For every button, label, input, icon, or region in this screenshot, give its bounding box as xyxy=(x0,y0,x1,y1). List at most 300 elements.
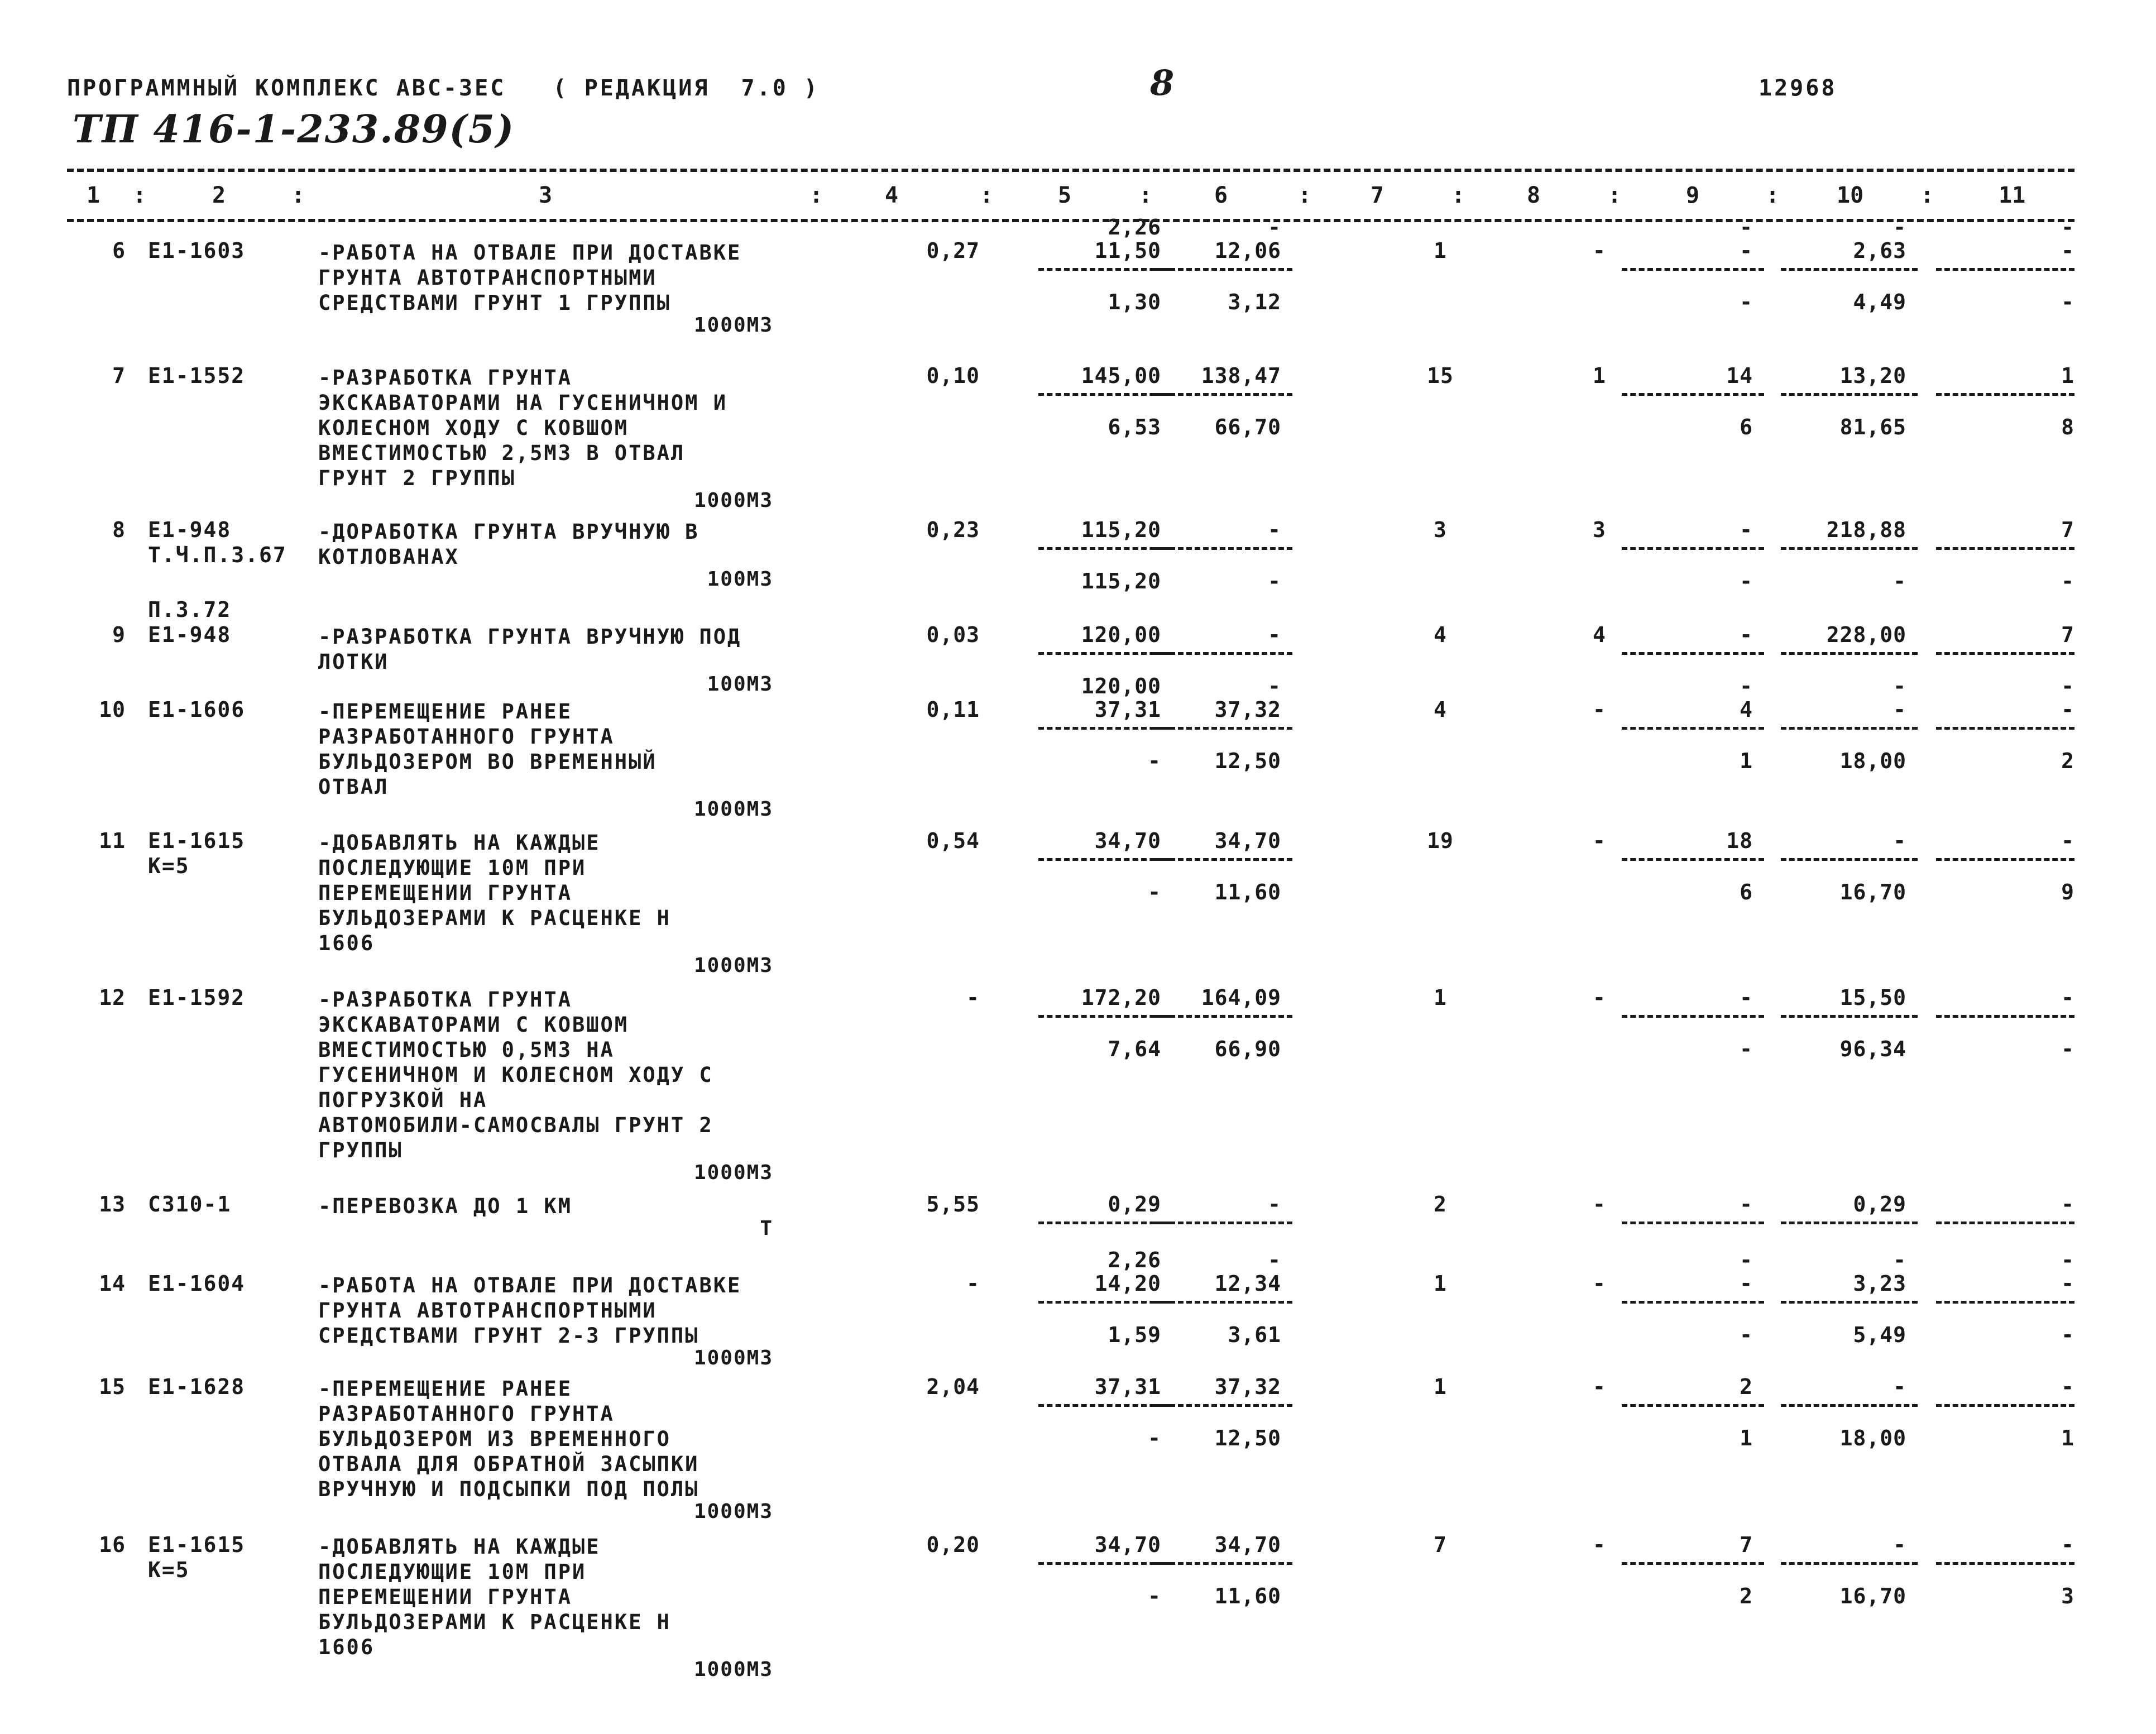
col10-lower-value: - xyxy=(1893,569,1906,593)
col8-value: 4 xyxy=(1593,622,1606,647)
value-divider-line xyxy=(1153,393,1292,396)
column-header-4: 4 xyxy=(885,183,899,208)
col11-value: - xyxy=(2061,697,2074,722)
col8-value: - xyxy=(1593,238,1606,263)
unit-of-measure: 1000М3 xyxy=(693,954,773,977)
work-description: ПОСЛЕДУЮЩИЕ 10М ПРИ xyxy=(318,1560,587,1584)
col10-lower-value: 16,70 xyxy=(1839,880,1906,904)
value-divider-line xyxy=(1781,727,1918,730)
value-divider-line xyxy=(1153,1015,1292,1018)
work-description: ПОСЛЕДУЮЩИЕ 10М ПРИ xyxy=(318,856,587,880)
col6-lower-value: 12,50 xyxy=(1214,749,1281,773)
col9-value: - xyxy=(1740,238,1753,263)
col11-value: 7 xyxy=(2061,622,2074,647)
col10-lower-value: 96,34 xyxy=(1839,1037,1906,1061)
col6-upper-value: - xyxy=(1268,215,1281,239)
row-number: 11 xyxy=(99,828,126,853)
col6-lower-value: - xyxy=(1268,569,1281,593)
value-divider-line xyxy=(1153,858,1292,861)
col6-lower-value: 66,90 xyxy=(1214,1037,1281,1061)
value-divider-line xyxy=(1038,1015,1172,1018)
col10-lower-value: 16,70 xyxy=(1839,1584,1906,1608)
col11-value: - xyxy=(2061,238,2074,263)
work-description: ГРУНТА АВТОТРАНСПОРТНЫМИ xyxy=(318,266,657,290)
value-divider-line xyxy=(1622,858,1764,861)
quantity-cell: 0,11 xyxy=(926,697,980,722)
value-divider-line xyxy=(1622,1404,1764,1407)
col9-lower-value: - xyxy=(1740,290,1753,314)
handwritten-reference: ТП 416-1-233.89(5) xyxy=(73,107,515,152)
col11-upper-value: - xyxy=(2061,215,2074,239)
value-divider-line xyxy=(1781,1562,1918,1565)
column-separator: : xyxy=(980,183,994,208)
value-divider-line xyxy=(1622,1015,1764,1018)
column-header-9: 9 xyxy=(1686,183,1700,208)
table-top-rule xyxy=(67,169,2074,172)
col7-value: 3 xyxy=(1434,518,1447,542)
work-description: КОТЛОВАНАХ xyxy=(318,545,459,569)
col10-value: 3,23 xyxy=(1853,1271,1906,1296)
col6-value: - xyxy=(1268,622,1281,647)
value-divider-line xyxy=(1622,1562,1764,1565)
column-header-8: 8 xyxy=(1527,183,1541,208)
col6-upper-value: - xyxy=(1268,1248,1281,1272)
value-divider-line xyxy=(1038,1562,1172,1565)
work-description: -ПЕРЕВОЗКА ДО 1 КМ xyxy=(318,1194,572,1218)
row-number: 16 xyxy=(99,1532,126,1557)
col10-value: 15,50 xyxy=(1839,985,1906,1010)
col8-value: - xyxy=(1593,1271,1606,1296)
quantity-cell: 0,54 xyxy=(926,828,980,853)
quantity-cell: - xyxy=(966,985,980,1010)
col8-value: - xyxy=(1593,1192,1606,1216)
row-number: 15 xyxy=(99,1374,126,1399)
col7-value: 2 xyxy=(1434,1192,1447,1216)
column-header-5: 5 xyxy=(1058,183,1072,208)
col7-value: 4 xyxy=(1434,697,1447,722)
work-description: РАЗРАБОТАННОГО ГРУНТА xyxy=(318,1402,615,1426)
col11-lower-value: - xyxy=(2061,569,2074,593)
col10-value: 0,29 xyxy=(1853,1192,1906,1216)
value-divider-line xyxy=(1781,652,1918,655)
value-divider-line xyxy=(1153,1404,1292,1407)
col9-value: - xyxy=(1740,985,1753,1010)
work-description: ГУСЕНИЧНОМ И КОЛЕСНОМ ХОДУ С xyxy=(318,1063,713,1087)
work-description: ПЕРЕМЕЩЕНИИ ГРУНТА xyxy=(318,1585,572,1609)
col10-upper-value: - xyxy=(1893,215,1906,239)
work-description: КОЛЕСНОМ ХОДУ С КОВШОМ xyxy=(318,416,629,440)
col6-value: 37,32 xyxy=(1214,697,1281,722)
col5-value: 14,20 xyxy=(1094,1271,1161,1296)
col10-lower-value: 81,65 xyxy=(1839,415,1906,439)
unit-of-measure: 1000М3 xyxy=(693,1347,773,1369)
work-description: БУЛЬДОЗЕРАМИ К РАСЦЕНКЕ Н xyxy=(318,1610,671,1634)
work-description: -ДОРАБОТКА ГРУНТА ВРУЧНУЮ В xyxy=(318,520,699,544)
col11-upper-value: - xyxy=(2061,1248,2074,1272)
work-description: РАЗРАБОТАННОГО ГРУНТА xyxy=(318,725,615,749)
rate-code: Е1-1615 xyxy=(148,1532,246,1557)
value-divider-line xyxy=(1153,652,1292,655)
col10-lower-value: 5,49 xyxy=(1853,1323,1906,1347)
col11-lower-value: 9 xyxy=(2061,880,2074,904)
value-divider-line xyxy=(1622,1222,1764,1224)
quantity-cell: 0,03 xyxy=(926,622,980,647)
col10-value: 228,00 xyxy=(1826,622,1906,647)
value-divider-line xyxy=(1936,547,2074,550)
col8-value: - xyxy=(1593,1374,1606,1399)
col5-value: 172,20 xyxy=(1081,985,1161,1010)
work-description: -ПЕРЕМЕЩЕНИЕ РАНЕЕ xyxy=(318,1377,572,1401)
value-divider-line xyxy=(1038,268,1172,271)
col7-value: 1 xyxy=(1434,238,1447,263)
col9-value: 7 xyxy=(1740,1532,1753,1557)
col10-upper-value: - xyxy=(1893,1248,1906,1272)
value-divider-line xyxy=(1781,268,1918,271)
column-separator: : xyxy=(1451,183,1465,208)
unit-of-measure: 100М3 xyxy=(707,673,773,696)
col9-value: 2 xyxy=(1740,1374,1753,1399)
work-description: ГРУНТА АВТОТРАНСПОРТНЫМИ xyxy=(318,1299,657,1323)
work-description: ЭКСКАВАТОРАМИ НА ГУСЕНИЧНОМ И xyxy=(318,391,728,415)
col10-value: 218,88 xyxy=(1826,518,1906,542)
column-header-3: 3 xyxy=(539,183,553,208)
col7-value: 15 xyxy=(1427,363,1454,388)
col10-value: 13,20 xyxy=(1839,363,1906,388)
work-description: ЭКСКАВАТОРАМИ С КОВШОМ xyxy=(318,1013,629,1037)
col11-lower-value: 8 xyxy=(2061,415,2074,439)
col11-value: - xyxy=(2061,1271,2074,1296)
col5-lower-value: - xyxy=(1148,1426,1161,1450)
column-separator: : xyxy=(1920,183,1934,208)
work-description: БУЛЬДОЗЕРОМ ВО ВРЕМЕННЫЙ xyxy=(318,750,657,774)
column-separator: : xyxy=(1608,183,1622,208)
column-separator: : xyxy=(809,183,823,208)
col9-value: - xyxy=(1740,1192,1753,1216)
quantity-cell: 0,20 xyxy=(926,1532,980,1557)
work-description: ВРУЧНУЮ И ПОДСЫПКИ ПОД ПОЛЫ xyxy=(318,1477,699,1501)
col6-value: 34,70 xyxy=(1214,828,1281,853)
work-description: СРЕДСТВАМИ ГРУНТ 1 ГРУППЫ xyxy=(318,291,671,315)
col9-value: 14 xyxy=(1726,363,1753,388)
col9-lower-value: 1 xyxy=(1740,749,1753,773)
col11-value: - xyxy=(2061,985,2074,1010)
rate-code: Е1-948 xyxy=(148,518,232,542)
col11-lower-value: - xyxy=(2061,290,2074,314)
value-divider-line xyxy=(1936,1301,2074,1304)
col7-value: 1 xyxy=(1434,1374,1447,1399)
col9-lower-value: - xyxy=(1740,1323,1753,1347)
col5-upper-value: 2,26 xyxy=(1108,215,1161,239)
col9-lower-value: - xyxy=(1740,1037,1753,1061)
quantity-cell: 5,55 xyxy=(926,1192,980,1216)
value-divider-line xyxy=(1153,268,1292,271)
col11-lower-value: - xyxy=(2061,1323,2074,1347)
col11-lower-value: 3 xyxy=(2061,1584,2074,1608)
col10-value: - xyxy=(1893,828,1906,853)
rate-code: Е1-1615 xyxy=(148,828,246,853)
document-code: 12968 xyxy=(1759,75,1837,101)
col6-value: 12,34 xyxy=(1214,1271,1281,1296)
col9-value: - xyxy=(1740,622,1753,647)
col8-value: - xyxy=(1593,697,1606,722)
rate-code: Е1-948 xyxy=(148,622,232,647)
col9-lower-value: 6 xyxy=(1740,415,1753,439)
column-header-11: 11 xyxy=(1999,183,2026,208)
row-number: 8 xyxy=(112,518,126,542)
work-description: -ДОБАВЛЯТЬ НА КАЖДЫЕ xyxy=(318,831,601,855)
rate-code: Е1-1592 xyxy=(148,985,246,1010)
col6-lower-value: - xyxy=(1268,674,1281,698)
value-divider-line xyxy=(1936,858,2074,861)
rate-code: К=5 xyxy=(148,854,190,878)
work-description: ВМЕСТИМОСТЬЮ 0,5М3 НА xyxy=(318,1038,615,1062)
value-divider-line xyxy=(1781,547,1918,550)
unit-of-measure: 1000М3 xyxy=(693,1161,773,1184)
col6-lower-value: 11,60 xyxy=(1214,1584,1281,1608)
work-description: ОТВАЛА ДЛЯ ОБРАТНОЙ ЗАСЫПКИ xyxy=(318,1452,699,1476)
value-divider-line xyxy=(1153,1562,1292,1565)
col9-lower-value: 6 xyxy=(1740,880,1753,904)
rate-code: Е1-1604 xyxy=(148,1271,246,1296)
col10-value: - xyxy=(1893,1374,1906,1399)
work-description: -ПЕРЕМЕЩЕНИЕ РАНЕЕ xyxy=(318,700,572,724)
col6-value: - xyxy=(1268,1192,1281,1216)
row-number: 9 xyxy=(112,622,126,647)
value-divider-line xyxy=(1622,1301,1764,1304)
work-description: СРЕДСТВАМИ ГРУНТ 2-3 ГРУППЫ xyxy=(318,1324,699,1348)
rate-code: Е1-1603 xyxy=(148,238,246,263)
col8-value: 1 xyxy=(1593,363,1606,388)
col7-value: 1 xyxy=(1434,985,1447,1010)
col9-value: 4 xyxy=(1740,697,1753,722)
quantity-cell: 0,23 xyxy=(926,518,980,542)
col8-value: - xyxy=(1593,985,1606,1010)
rate-code: С310-1 xyxy=(148,1192,232,1216)
col9-lower-value: - xyxy=(1740,569,1753,593)
value-divider-line xyxy=(1936,393,2074,396)
value-divider-line xyxy=(1622,727,1764,730)
column-separator: : xyxy=(291,183,305,208)
col11-value: - xyxy=(2061,1374,2074,1399)
col11-lower-value: - xyxy=(2061,1037,2074,1061)
col5-lower-value: - xyxy=(1148,880,1161,904)
col5-value: 120,00 xyxy=(1081,622,1161,647)
col10-value: - xyxy=(1893,1532,1906,1557)
row-number: 10 xyxy=(99,697,126,722)
value-divider-line xyxy=(1153,1301,1292,1304)
col5-lower-value: 7,64 xyxy=(1108,1037,1161,1061)
work-description: АВТОМОБИЛИ-САМОСВАЛЫ ГРУНТ 2 xyxy=(318,1113,713,1137)
quantity-cell: 0,27 xyxy=(926,238,980,263)
work-description: ПОГРУЗКОЙ НА xyxy=(318,1088,488,1112)
col5-value: 145,00 xyxy=(1081,363,1161,388)
value-divider-line xyxy=(1936,1562,2074,1565)
col9-value: - xyxy=(1740,1271,1753,1296)
col10-lower-value: - xyxy=(1893,674,1906,698)
rate-code: Е1-1552 xyxy=(148,363,246,388)
col9-upper-value: - xyxy=(1740,215,1753,239)
col9-lower-value: - xyxy=(1740,674,1753,698)
col6-lower-value: 12,50 xyxy=(1214,1426,1281,1450)
value-divider-line xyxy=(1038,1222,1172,1224)
col5-value: 37,31 xyxy=(1094,697,1161,722)
unit-of-measure: 100М3 xyxy=(707,568,773,591)
value-divider-line xyxy=(1038,727,1172,730)
row-number: 14 xyxy=(99,1271,126,1296)
value-divider-line xyxy=(1936,727,2074,730)
program-title: ПРОГРАММНЫЙ КОМПЛЕКС АВС-ЗЕС ( РЕДАКЦИЯ 7.0 ) xyxy=(67,75,820,101)
work-description: ЛОТКИ xyxy=(318,650,389,674)
col9-lower-value: 2 xyxy=(1740,1584,1753,1608)
rate-code: Е1-1628 xyxy=(148,1374,246,1399)
col8-value: - xyxy=(1593,1532,1606,1557)
rate-code: П.3.72 xyxy=(148,597,232,622)
work-description: БУЛЬДОЗЕРАМИ К РАСЦЕНКЕ Н xyxy=(318,906,671,930)
value-divider-line xyxy=(1781,1015,1918,1018)
value-divider-line xyxy=(1936,268,2074,271)
col11-lower-value: 2 xyxy=(2061,749,2074,773)
col10-value: - xyxy=(1893,697,1906,722)
value-divider-line xyxy=(1038,858,1172,861)
col6-lower-value: 3,61 xyxy=(1228,1323,1281,1347)
value-divider-line xyxy=(1038,1404,1172,1407)
work-description: ГРУНТ 2 ГРУППЫ xyxy=(318,466,516,490)
unit-of-measure: 1000М3 xyxy=(693,798,773,821)
col11-lower-value: - xyxy=(2061,674,2074,698)
col10-value: 2,63 xyxy=(1853,238,1906,263)
col6-value: 138,47 xyxy=(1201,363,1281,388)
value-divider-line xyxy=(1936,1404,2074,1407)
column-header-2: 2 xyxy=(212,183,226,208)
value-divider-line xyxy=(1936,1222,2074,1224)
work-description: ГРУППЫ xyxy=(318,1138,403,1162)
row-number: 7 xyxy=(112,363,126,388)
col5-value: 115,20 xyxy=(1081,518,1161,542)
col9-value: - xyxy=(1740,518,1753,542)
col7-value: 4 xyxy=(1434,622,1447,647)
col10-lower-value: 4,49 xyxy=(1853,290,1906,314)
col9-value: 18 xyxy=(1726,828,1753,853)
value-divider-line xyxy=(1622,393,1764,396)
col11-value: 1 xyxy=(2061,363,2074,388)
col5-upper-value: 2,26 xyxy=(1108,1248,1161,1272)
value-divider-line xyxy=(1781,1222,1918,1224)
work-description: -РАЗРАБОТКА ГРУНТА ВРУЧНУЮ ПОД xyxy=(318,625,742,649)
rate-code: К=5 xyxy=(148,1558,190,1582)
col9-lower-value: 1 xyxy=(1740,1426,1753,1450)
col5-lower-value: - xyxy=(1148,749,1161,773)
value-divider-line xyxy=(1622,652,1764,655)
unit-of-measure: 1000М3 xyxy=(693,314,773,337)
col7-value: 7 xyxy=(1434,1532,1447,1557)
value-divider-line xyxy=(1622,268,1764,271)
value-divider-line xyxy=(1038,547,1172,550)
col11-value: - xyxy=(2061,828,2074,853)
rate-code: Т.Ч.П.3.67 xyxy=(148,543,287,567)
unit-of-measure: Т xyxy=(760,1217,773,1240)
work-description: 1606 xyxy=(318,1635,375,1659)
col11-lower-value: 1 xyxy=(2061,1426,2074,1450)
quantity-cell: 0,10 xyxy=(926,363,980,388)
column-header-1: 1 xyxy=(87,183,100,208)
col5-lower-value: 6,53 xyxy=(1108,415,1161,439)
col6-lower-value: 11,60 xyxy=(1214,880,1281,904)
col5-lower-value: 115,20 xyxy=(1081,569,1161,593)
col10-lower-value: 18,00 xyxy=(1839,749,1906,773)
col6-value: - xyxy=(1268,518,1281,542)
col6-lower-value: 66,70 xyxy=(1214,415,1281,439)
work-description: ВМЕСТИМОСТЬЮ 2,5М3 В ОТВАЛ xyxy=(318,441,686,465)
col5-value: 34,70 xyxy=(1094,828,1161,853)
work-description: ОТВАЛ xyxy=(318,775,389,799)
col5-lower-value: - xyxy=(1148,1584,1161,1608)
col6-value: 164,09 xyxy=(1201,985,1281,1010)
col5-lower-value: 120,00 xyxy=(1081,674,1161,698)
col6-lower-value: 3,12 xyxy=(1228,290,1281,314)
col9-upper-value: - xyxy=(1740,1248,1753,1272)
work-description: -ДОБАВЛЯТЬ НА КАЖДЫЕ xyxy=(318,1535,601,1559)
work-description: -РАЗРАБОТКА ГРУНТА xyxy=(318,988,572,1012)
col8-value: 3 xyxy=(1593,518,1606,542)
quantity-cell: 2,04 xyxy=(926,1374,980,1399)
col10-lower-value: 18,00 xyxy=(1839,1426,1906,1450)
column-header-7: 7 xyxy=(1371,183,1384,208)
work-description: -РАБОТА НА ОТВАЛЕ ПРИ ДОСТАВКЕ xyxy=(318,1273,742,1297)
quantity-cell: - xyxy=(966,1271,980,1296)
work-description: ПЕРЕМЕЩЕНИИ ГРУНТА xyxy=(318,881,572,905)
row-number: 13 xyxy=(99,1192,126,1216)
col6-value: 37,32 xyxy=(1214,1374,1281,1399)
col5-value: 0,29 xyxy=(1108,1192,1161,1216)
col6-value: 34,70 xyxy=(1214,1532,1281,1557)
col11-value: - xyxy=(2061,1192,2074,1216)
value-divider-line xyxy=(1781,393,1918,396)
work-description: БУЛЬДОЗЕРОМ ИЗ ВРЕМЕННОГО xyxy=(318,1427,671,1451)
value-divider-line xyxy=(1153,547,1292,550)
col5-lower-value: 1,30 xyxy=(1108,290,1161,314)
page-number: 8 xyxy=(1150,63,1176,103)
column-separator: : xyxy=(133,183,147,208)
work-description: -РАЗРАБОТКА ГРУНТА xyxy=(318,366,572,390)
col7-value: 1 xyxy=(1434,1271,1447,1296)
value-divider-line xyxy=(1153,1222,1292,1224)
col6-value: 12,06 xyxy=(1214,238,1281,263)
value-divider-line xyxy=(1038,1301,1172,1304)
column-separator: : xyxy=(1298,183,1312,208)
value-divider-line xyxy=(1622,547,1764,550)
value-divider-line xyxy=(1038,652,1172,655)
value-divider-line xyxy=(1153,727,1292,730)
unit-of-measure: 1000М3 xyxy=(693,1500,773,1523)
rate-code: Е1-1606 xyxy=(148,697,246,722)
work-description: -РАБОТА НА ОТВАЛЕ ПРИ ДОСТАВКЕ xyxy=(318,241,742,265)
value-divider-line xyxy=(1781,858,1918,861)
value-divider-line xyxy=(1936,652,2074,655)
col11-value: 7 xyxy=(2061,518,2074,542)
col7-value: 19 xyxy=(1427,828,1454,853)
col5-value: 37,31 xyxy=(1094,1374,1161,1399)
column-header-10: 10 xyxy=(1837,183,1864,208)
value-divider-line xyxy=(1936,1015,2074,1018)
row-number: 6 xyxy=(112,238,126,263)
value-divider-line xyxy=(1038,393,1172,396)
col5-value: 34,70 xyxy=(1094,1532,1161,1557)
column-separator: : xyxy=(1139,183,1153,208)
unit-of-measure: 1000М3 xyxy=(693,1658,773,1681)
row-number: 12 xyxy=(99,985,126,1010)
unit-of-measure: 1000М3 xyxy=(693,489,773,512)
col5-lower-value: 1,59 xyxy=(1108,1323,1161,1347)
